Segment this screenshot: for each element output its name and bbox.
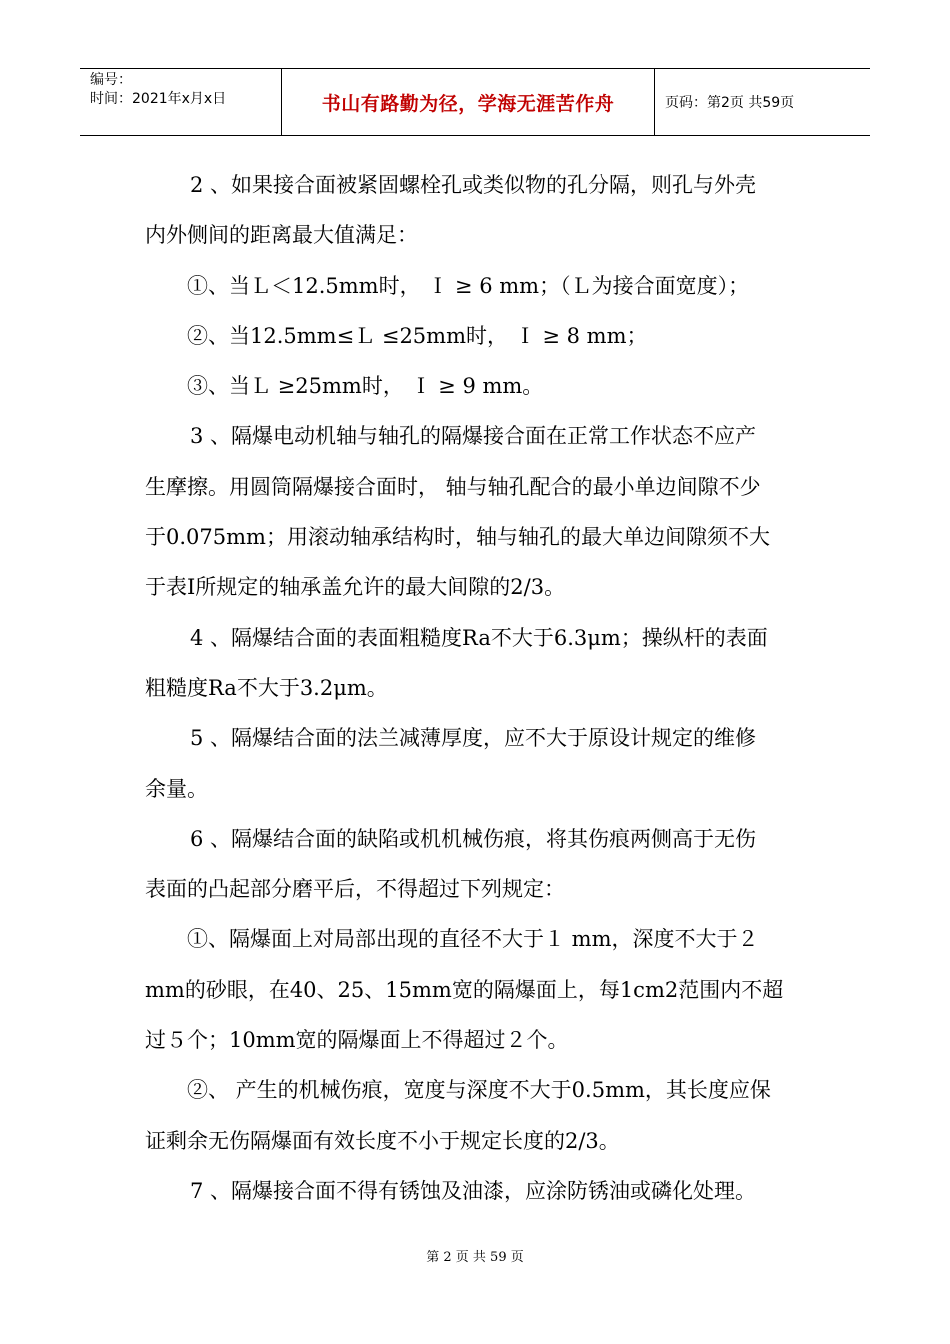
paragraph-line: 7 、隔爆接合面不得有锈蚀及油漆，应涂防锈油或磷化处理。 — [190, 1178, 757, 1203]
paragraph-line: 表面的凸起部分磨平后，不得超过下列规定： — [145, 877, 565, 902]
paragraph-line: 2 、如果接合面被紧固螺栓孔或类似物的孔分隔，则孔与外壳 — [190, 173, 757, 197]
header-motto: 书山有路勤为径，学海无涯苦作舟 — [321, 92, 615, 115]
paragraph-line: ③、当Ｌ ≥25mm时， Ｉ ≥ 9 mm。 — [187, 374, 544, 399]
header-motto-cell — [282, 69, 655, 135]
paragraph-line: 粗糙度Ra不大于3.2μm。 — [145, 675, 388, 700]
paragraph-line: 于0.075mm；用滚动轴承结构时，轴与轴孔的最大单边间隙须不大 — [145, 525, 770, 550]
header-page-cell — [655, 69, 870, 135]
paragraph-line: 生摩擦。用圆筒隔爆接合面时， 轴与轴孔配合的最小单边间隙不少 — [145, 474, 761, 499]
paragraph-line: 余量。 — [145, 776, 208, 801]
paragraph-line: 证剩余无伤隔爆面有效长度不小于规定长度的2/3。 — [145, 1128, 620, 1153]
paragraph-line: 内外侧间的距离最大值满足： — [145, 223, 418, 248]
document-body — [145, 160, 810, 1216]
paragraph-line: ②、 产生的机械伤痕，宽度与深度不大于0.5mm，其长度应保 — [187, 1078, 771, 1103]
paragraph-line: 于表Ⅰ所规定的轴承盖允许的最大间隙的2/3。 — [145, 575, 566, 600]
paragraph-line: 6 、隔爆结合面的缺陷或机机械伤痕，将其伤痕两侧高于无伤 — [190, 826, 757, 851]
paragraph-line: mm的砂眼，在40、25、15mm宽的隔爆面上，每1cm2范围内不超 — [145, 977, 784, 1002]
header-meta-cell — [80, 69, 282, 135]
paragraph-line: 5 、隔爆结合面的法兰减薄厚度，应不大于原设计规定的维修 — [190, 726, 757, 751]
paragraph-line: 3 、隔爆电动机轴与轴孔的隔爆接合面在正常工作状态不应产 — [190, 424, 757, 449]
page-footer: 第 2 页 共 59 页 — [426, 1250, 524, 1265]
document-header — [80, 68, 870, 136]
paragraph-line: ②、当12.5mm≤Ｌ ≤25mm时， Ｉ ≥ 8 mm； — [187, 323, 648, 348]
paragraph-line: 过５个；10mm宽的隔爆面上不得超过２个。 — [145, 1028, 569, 1053]
paragraph-line: ①、隔爆面上对局部出现的直径不大于１ mm，深度不大于２ — [187, 927, 759, 952]
header-page-info: 页码：第2页 共59页 — [665, 95, 795, 111]
paragraph-line: 4 、隔爆结合面的表面粗糙度Ra不大于6.3μm；操纵杆的表面 — [190, 625, 768, 650]
document-number-label: 编号： — [90, 72, 132, 88]
document-date: 时间：2021年x月x日 — [90, 91, 227, 107]
paragraph-line: ①、当Ｌ＜12.5mm时， Ｉ ≥ 6 mm；（Ｌ为接合面宽度）； — [187, 273, 750, 298]
